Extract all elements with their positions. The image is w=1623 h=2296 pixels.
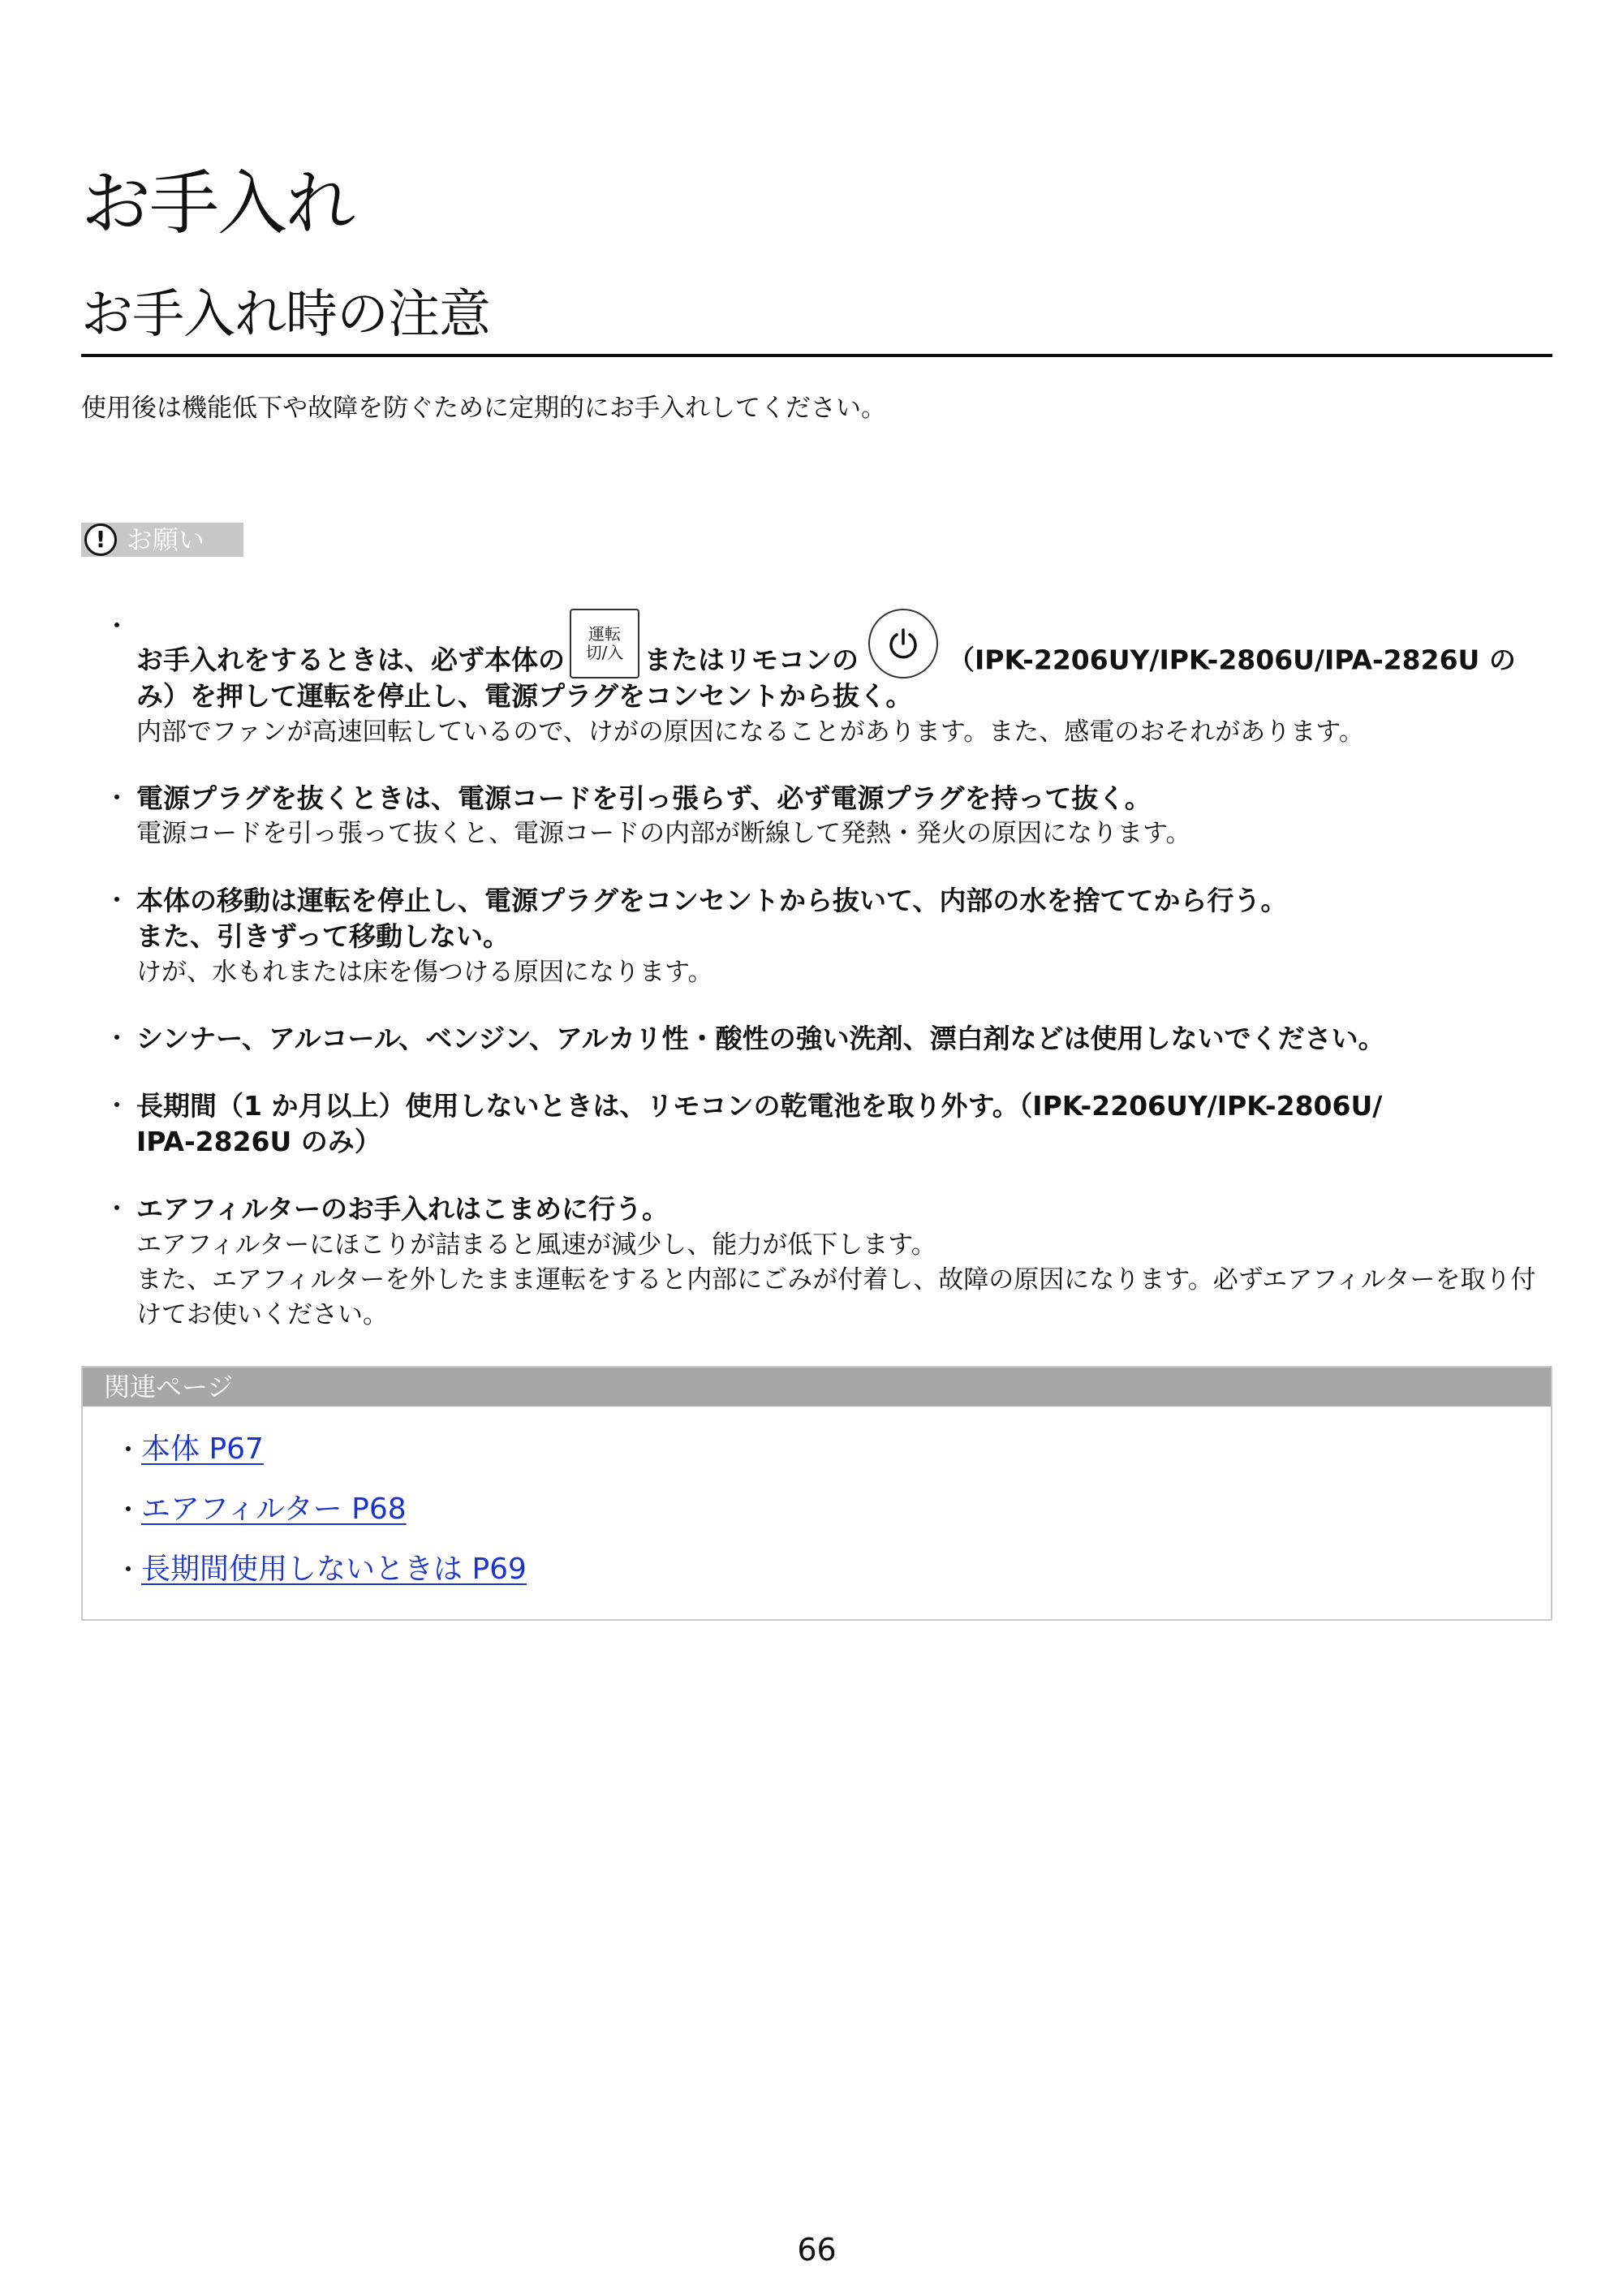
- intro-text: 使用後は機能低下や故障を防ぐために定期的にお手入れしてください。: [81, 394, 886, 423]
- related-page-item: [83, 1431, 1551, 1491]
- run-stop-button-icon: [570, 609, 639, 678]
- section-title: お手入れ時の注意: [81, 285, 490, 345]
- bullet: ・: [104, 1193, 131, 1224]
- caution-item-detail-2: また、エアフィルターを外したまま運転をすると内部にごみが付着し、故障の原因になります。必ずエアフィルターを取り付けてお使いください。: [136, 1264, 1536, 1330]
- caution-item-heading: エアフィルターのお手入れはこまめに行う。: [136, 1193, 669, 1225]
- caution-item-detail: 電源コードを引っ張って抜くと、電源コードの内部が断線して発熱・発火の原因になります。: [136, 819, 1191, 849]
- caution-item-heading: 長期間（1 か月以上）使用しないときは、リモコンの乾電池を取り外す。（IPK-2206UY/IPK-2806U/: [136, 1089, 1383, 1122]
- notice-label-text: お願い: [127, 524, 205, 555]
- bullet: ・: [104, 1089, 131, 1121]
- power-icon: [868, 609, 938, 678]
- caution-item: [81, 609, 1552, 750]
- bullet: ・: [104, 782, 131, 813]
- caution-item-heading-2: IPA-2826U のみ）: [136, 1126, 381, 1158]
- caution-list: [81, 609, 1552, 1364]
- bullet: ・: [115, 1494, 142, 1525]
- button-icon-label-2: 切/入: [585, 643, 624, 662]
- related-pages-box: [81, 1366, 1552, 1621]
- related-link-long-term-storage[interactable]: 長期間使用しないときは P69: [141, 1553, 527, 1586]
- caution-item: [81, 1088, 1552, 1161]
- caution-item: [81, 883, 1552, 990]
- page-title: お手入れ: [81, 163, 354, 244]
- exclamation-circle-icon: !: [84, 523, 117, 556]
- notice-label: [81, 523, 243, 557]
- bullet: ・: [104, 1023, 131, 1054]
- caution-item: [81, 781, 1552, 852]
- caution-item: [81, 1021, 1552, 1058]
- caution-heading-part: またはリモコンの: [644, 644, 859, 676]
- caution-item-heading-2: また、引きずって移動しない。: [136, 920, 510, 953]
- button-icon-label-1: 運転: [588, 624, 621, 644]
- caution-item: [81, 1191, 1552, 1333]
- caution-heading-part: お手入れをするときは、必ず本体の: [136, 644, 565, 676]
- caution-item-detail: エアフィルターにほこりが詰まると風速が減少し、能力が低下します。: [136, 1230, 936, 1260]
- related-page-item: [83, 1551, 1551, 1611]
- related-link-main-unit[interactable]: 本体 P67: [141, 1432, 264, 1466]
- caution-item-heading: 電源プラグを抜くときは、電源コードを引っ張らず、必ず電源プラグを持って抜く。: [136, 782, 1152, 814]
- page: [81, 0, 1552, 2296]
- caution-heading-part: （IPK-2206UY/IPK-2806U/IPA-2826U のみ）を押して運転を停止し、電源プラグをコンセントから抜く。: [136, 644, 1516, 712]
- related-pages-list: [83, 1406, 1551, 1611]
- page-number: 66: [797, 2232, 837, 2268]
- section-heading: [81, 282, 1552, 357]
- caution-item-heading: 本体の移動は運転を停止し、電源プラグをコンセントから抜いて、内部の水を捨ててから行う。: [136, 884, 1288, 916]
- related-pages-header: 関連ページ: [83, 1368, 1551, 1406]
- bullet: ・: [115, 1554, 142, 1585]
- bullet: ・: [104, 610, 131, 641]
- caution-item-heading: [136, 609, 1552, 715]
- bullet: ・: [115, 1434, 142, 1465]
- caution-item-detail: けが、水もれまたは床を傷つける原因になります。: [136, 957, 713, 987]
- related-page-item: [83, 1491, 1551, 1551]
- related-link-air-filter[interactable]: エアフィルター P68: [141, 1493, 407, 1526]
- bullet: ・: [104, 884, 131, 915]
- caution-item-heading: シンナー、アルコール、ベンジン、アルカリ性・酸性の強い洗剤、漂白剤などは使用しないでください。: [136, 1023, 1385, 1055]
- caution-item-detail: 内部でファンが高速回転しているので、けがの原因になることがあります。また、感電のおそれがあります。: [136, 717, 1364, 747]
